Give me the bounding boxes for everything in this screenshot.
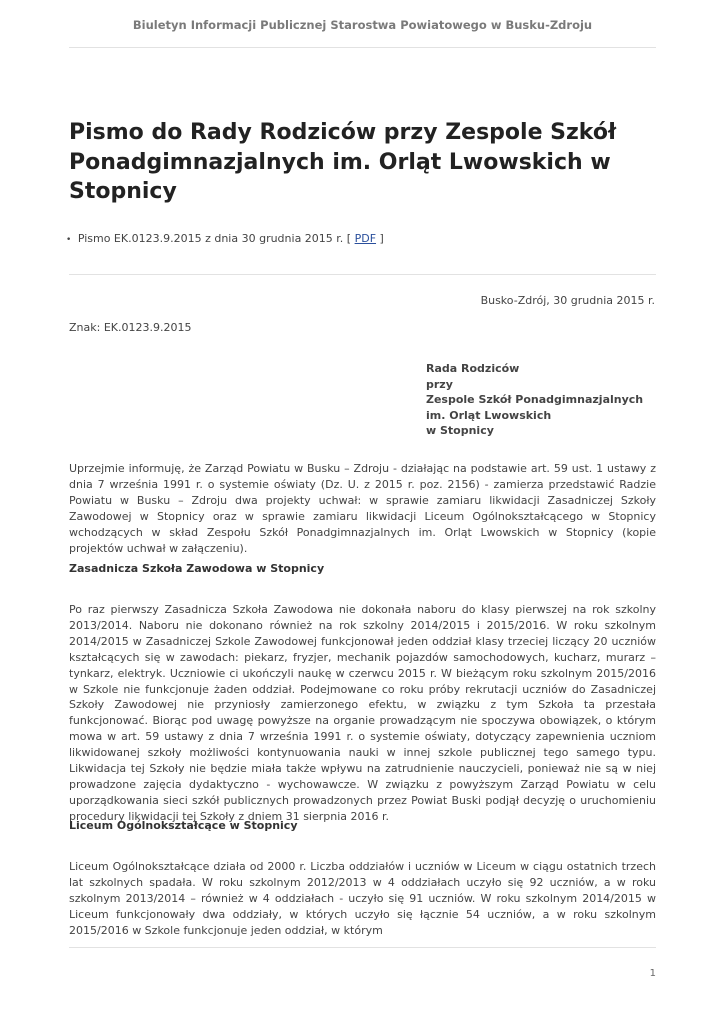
attachment-bracket-close: ] xyxy=(379,232,384,245)
addressee-block xyxy=(426,361,643,439)
addressee-line: przy xyxy=(426,377,453,391)
page-title: Pismo do Rady Rodziców przy Zespole Szkół Ponadgimnazjalnych im. Orląt Lwowskich w Stopnicy xyxy=(69,120,617,204)
section-body-lo: Liceum Ogólnokształcące działa od 2000 r. Liczba oddziałów i uczniów w Liceum w ciągu ostatnich trzech lat szkolnych spadała. W roku szkolnym 2012/2013 w 4 oddziałach uczyło się 92 uczniów, a w roku szkolnym 2013/2014 – również w 4 oddziałach - uczyło się 91 uczniów. W roku szkolnym 2014/2015 w Liceum funkcjonowały dwa oddziały, w których uczyło się łącznie 54 uczniów, a w roku szkolnym 2015/2016 w Szkole funkcjonuje jeden oddział, w którym xyxy=(69,860,656,937)
footer-divider xyxy=(69,947,656,948)
site-header-title: Biuletyn Informacji Publicznej Starostwa Powiatowego w Busku-Zdroju xyxy=(132,18,593,32)
content-divider xyxy=(69,274,656,275)
addressee-line: Zespole Szkół Ponadgimnazjalnych xyxy=(426,393,644,406)
attachment-list-item xyxy=(66,232,384,245)
addressee-line: Rada Rodziców xyxy=(426,362,520,375)
reference-number: Znak: EK.0123.9.2015 xyxy=(69,321,192,334)
pdf-download-link[interactable]: PDF xyxy=(354,232,377,245)
section-body-zsz: Po raz pierwszy Zasadnicza Szkoła Zawodowa nie dokonała naboru do klasy pierwszej na rok szkolny 2013/2014. Naboru nie dokonano również na rok szkolny 2014/2015 i 2015/2016. W roku szkolnym 2014/2015 w Zasadniczej Szkole Zawodowej funkcjonował jeden oddział klasy trzeciej liczący 20 uczniów kształcących się w zawodach: piekarz, fryzjer, mechanik pojazdów samochodowych, kucharz, murarz – tynkarz, elektryk. Uczniowie ci ukończyli naukę w czerwcu 2015 r. W bieżącym roku szkolnym 2015/2016 w Szkole nie funkcjonuje żaden oddział. Podejmowane co roku próby rekrutacji uczniów do Zasadniczej Szkoły Zawodowej nie przyniosły zamierzonego efektu, w związku z tym Szkoła ta przestała funkcjonować. Biorąc pod uwagę powyższe na organie prowadzącym nie spoczywa obowiązek, o którym mowa w art. 59 ustawy z dnia 7 września 1991 r. o systemie oświaty, dotyczący zapewnienia uczniom likwidowanej szkoły możliwości kontynuowania nauki w innej szkole publicznej tego samego typu. Likwidacja tej Szkoły nie będzie miała także wpływu na zatrudnienie nauczycieli, ponieważ nie są w niej prowadzone zajęcia dydaktyczno - wychowawcze. W związku z powyższym Zarząd Powiatu w celu uporządkowania sieci szkół publicznych prowadzonych przez Powiat Buski podjął decyzję o uruchomieniu procedury likwidacji tej Szkoły z dniem 31 sierpnia 2016 r. xyxy=(69,603,656,823)
intro-paragraph: Uprzejmie informuję, że Zarząd Powiatu w Busku – Zdroju - działając na podstawie art. 59 ust. 1 ustawy z dnia 7 września 1991 r. o systemie oświaty (Dz. U. z 2015 r. poz. 2156) - zamierza przedstawić Radzie Powiatu w Busku – Zdroju dwa projekty uchwał: w sprawie zamiaru likwidacji Zasadniczej Szkoły Zawodowej w Stopnicy oraz w sprawie zamiaru likwidacji Liceum Ogólnokształcącego w Stopnicy wchodzących w skład Zespołu Szkół Ponadgimnazjalnych im. Orląt Lwowskich w Stopnicy (kopie projektów uchwał w załączeniu). xyxy=(69,462,656,555)
bullet-icon: • xyxy=(66,235,72,245)
header-divider xyxy=(69,47,656,48)
addressee-line: w Stopnicy xyxy=(426,424,494,437)
section-heading-zsz: Zasadnicza Szkoła Zawodowa w Stopnicy xyxy=(69,562,325,575)
place-date: Busko-Zdrój, 30 grudnia 2015 r. xyxy=(480,294,655,307)
page-number: 1 xyxy=(649,968,656,979)
section-heading-lo: Liceum Ogólnokształcące w Stopnicy xyxy=(69,819,298,832)
addressee-line: im. Orląt Lwowskich xyxy=(426,408,552,422)
attachment-description: Pismo EK.0123.9.2015 z dnia 30 grudnia 2015 r. [ xyxy=(77,232,352,245)
